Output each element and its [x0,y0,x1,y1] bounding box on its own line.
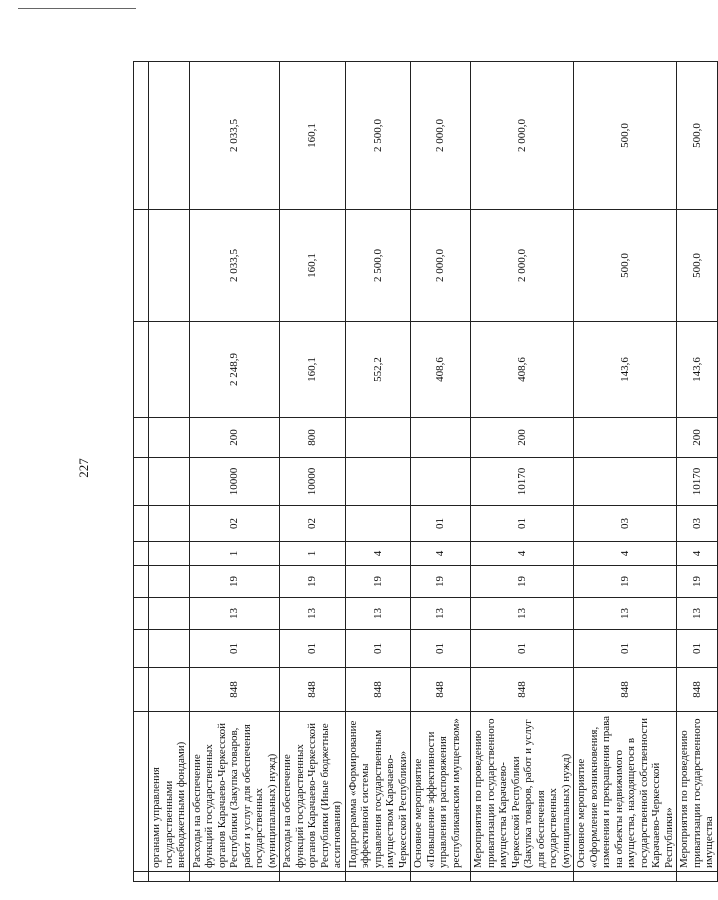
table-cell: 848 [280,668,346,712]
table-cell [134,62,149,210]
table-cell: 19 [574,566,677,598]
table-cell: 848 [411,668,471,712]
table-cell: 01 [471,506,574,542]
table-cell: 800 [280,418,346,458]
table-cell: 1 [189,542,280,566]
table-cell: 4 [677,542,718,566]
table-cell: 19 [280,566,346,598]
table-cell: 2 500,0 [345,210,411,322]
budget-table [133,61,718,882]
table-cell: 2 000,0 [471,62,574,210]
table-cell [149,62,190,210]
table-cell [149,210,190,322]
table-cell: 13 [574,598,677,630]
table-cell [134,668,149,712]
header-spacer-row [134,62,149,882]
table-cell [149,418,190,458]
page-number: 227 [76,458,91,478]
table-cell [574,418,677,458]
table-cell: 01 [411,506,471,542]
table-cell: 4 [345,542,411,566]
table-cell: 19 [189,566,280,598]
table-cell [134,712,149,872]
table-cell [134,210,149,322]
budget-table-rotated [133,62,715,882]
table-row [345,62,411,882]
table-cell: 552,2 [345,322,411,418]
table-cell [345,458,411,506]
top-rule [18,8,136,9]
table-cell: 200 [189,418,280,458]
table-cell [134,630,149,668]
table-cell: 4 [574,542,677,566]
table-cell [149,566,190,598]
row-name: Подпрограмма «Формирование эффективной системы управления государственным имуществом Карачаево-Черкесской Республики» [345,712,411,872]
table-cell: 4 [411,542,471,566]
table-cell: 848 [677,668,718,712]
table-cell [345,418,411,458]
table-cell [345,872,411,882]
table-cell: 01 [574,630,677,668]
table-cell: 10170 [471,458,574,506]
table-row [574,62,677,882]
table-cell: 13 [189,598,280,630]
table-cell: 160,1 [280,322,346,418]
table-cell: 01 [280,630,346,668]
table-cell [134,506,149,542]
table-cell: 03 [574,506,677,542]
table-cell: 160,1 [280,62,346,210]
table-cell: 2 000,0 [411,210,471,322]
table-cell [471,872,574,882]
table-row [677,62,718,882]
table-cell: 143,6 [677,322,718,418]
table-cell: 200 [677,418,718,458]
table-cell: 02 [189,506,280,542]
table-row [149,62,190,882]
table-row [471,62,574,882]
table-cell: 2 033,5 [189,62,280,210]
table-cell: 200 [471,418,574,458]
table-cell [149,458,190,506]
table-cell: 19 [411,566,471,598]
table-cell [149,872,190,882]
table-cell: 10000 [280,458,346,506]
table-cell [134,542,149,566]
table-cell: 01 [471,630,574,668]
table-cell: 13 [280,598,346,630]
table-cell [149,322,190,418]
table-cell [149,598,190,630]
row-name: Расходы на обеспечение функций государственных органов Карачаево-Черкесской Республики (Иные бюджетные ассигнования) [280,712,346,872]
table-cell: 2 033,5 [189,210,280,322]
table-cell: 143,6 [574,322,677,418]
table-cell: 13 [677,598,718,630]
row-name: Мероприятия по проведению приватизации государственного имущества Карачаево-Черкесской Республики (Закупка товаров, работ и услуг для обеспечения государственных (муниципальных) нужд) [471,712,574,872]
table-cell: 01 [411,630,471,668]
table-cell: 03 [677,506,718,542]
table-cell: 2 248,9 [189,322,280,418]
table-cell: 19 [471,566,574,598]
table-cell [149,630,190,668]
row-name: органами управления государственными внебюджетными фондами) [149,712,190,872]
table-cell: 408,6 [411,322,471,418]
table-cell: 848 [471,668,574,712]
table-cell [134,322,149,418]
table-cell: 500,0 [574,210,677,322]
table-row [189,62,280,882]
table-cell: 2 000,0 [411,62,471,210]
table-row [411,62,471,882]
row-name: Основное мероприятие «Повышение эффективности управления и распоряжения республиканским имуществом» [411,712,471,872]
table-cell [149,668,190,712]
table-cell [345,506,411,542]
table-cell [677,872,718,882]
table-cell [134,458,149,506]
table-cell [134,418,149,458]
table-cell [149,542,190,566]
table-row [280,62,346,882]
table-cell: 19 [677,566,718,598]
table-cell: 848 [574,668,677,712]
table-cell: 13 [345,598,411,630]
table-cell: 500,0 [574,62,677,210]
table-cell: 500,0 [677,62,718,210]
table-cell: 13 [471,598,574,630]
table-cell: 160,1 [280,210,346,322]
table-cell: 500,0 [677,210,718,322]
table-cell: 10000 [189,458,280,506]
table-cell [134,566,149,598]
table-cell: 19 [345,566,411,598]
table-cell: 02 [280,506,346,542]
table-cell: 01 [345,630,411,668]
table-cell [189,872,280,882]
table-cell: 10170 [677,458,718,506]
table-cell [574,458,677,506]
row-name: Мероприятия по проведению приватизации государственного имущества [677,712,718,872]
table-cell: 13 [411,598,471,630]
table-cell: 408,6 [471,322,574,418]
table-cell [411,872,471,882]
row-name: Расходы на обеспечение функций государственных органов Карачаево-Черкесской Республики (Закупка товаров, работ и услуг для обеспечения государственных (муниципальных) нужд) [189,712,280,872]
table-cell [149,506,190,542]
table-cell: 848 [189,668,280,712]
table-cell [574,872,677,882]
table-cell [411,418,471,458]
table-cell [411,458,471,506]
table-cell: 01 [189,630,280,668]
table-cell [134,872,149,882]
table-cell: 1 [280,542,346,566]
table-cell: 4 [471,542,574,566]
table-cell [134,598,149,630]
table-cell: 2 000,0 [471,210,574,322]
table-cell: 2 500,0 [345,62,411,210]
table-cell: 01 [677,630,718,668]
table-cell [280,872,346,882]
table-cell: 848 [345,668,411,712]
row-name: Основное мероприятие «Оформление возникновения, изменения и прекращения права на объекты недвижимого имущества, находящегося в государственной собственности Карачаево-Черкесской Республики» [574,712,677,872]
